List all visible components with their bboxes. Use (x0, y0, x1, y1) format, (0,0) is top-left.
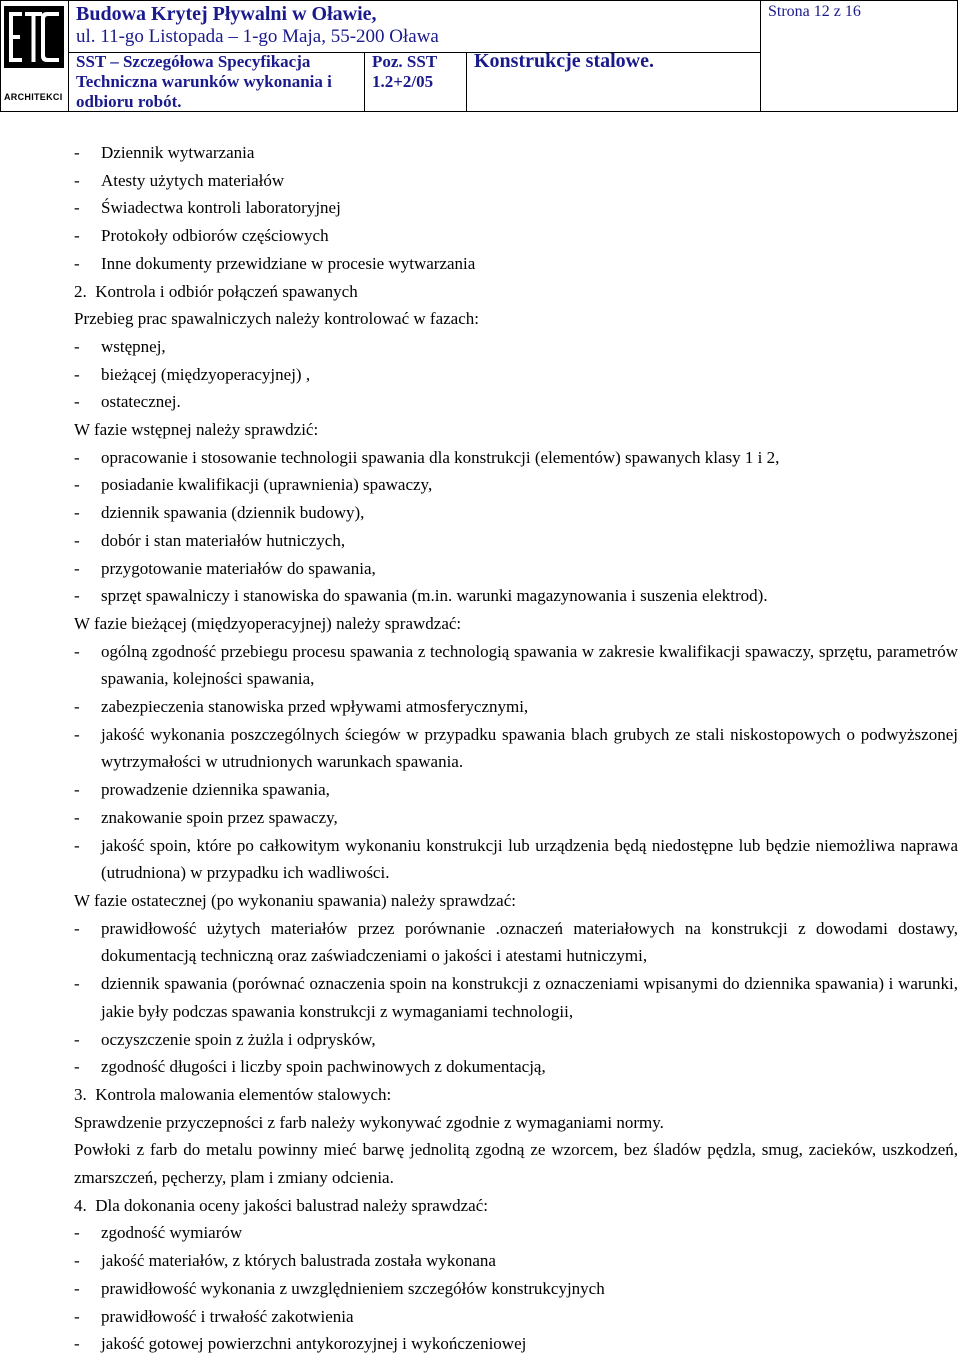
bullet-text: jakość wykonania poszczególnych ściegów w przypadku spawania blach grubych ze stali niskostopowych o podwyższonej wytrzymałości w utrudnionych warunkach spawania. (101, 724, 958, 772)
header-divider (364, 52, 365, 112)
numbered-heading: 3. Kontrola malowania elementów stalowych: (74, 1084, 392, 1104)
section-topic: Konstrukcje stalowe. (474, 50, 654, 72)
bullet-dash: - (74, 143, 80, 162)
bullet-dash: - (74, 170, 80, 190)
bullet-text: zgodność długości i liczby spoin pachwinowych z dokumentacją, (101, 1057, 546, 1077)
bullet-text: znakowanie spoin przez spawaczy, (101, 807, 338, 827)
bullet-dash: - (74, 1057, 80, 1077)
bullet-text: prawidłowość wykonania z uwzględnieniem szczegółów konstrukcyjnych (101, 1278, 605, 1298)
bullet-text: dziennik spawania (porównać oznaczenia spoin na konstrukcji z oznaczeniami wpisanymi do dziennika spawania) i warunki, jakie były podczas spawania konstrukcji z wymaganiami technologii, (101, 974, 958, 1021)
bullet-text: jakość gotowej powierzchni antykorozyjnej i wykończeniowej (101, 1334, 527, 1354)
bullet-item (74, 776, 958, 804)
document-header (0, 0, 958, 112)
bullet-text: zabezpieczenia stanowiska przed wpływami atmosferycznymi, (101, 697, 529, 717)
bullet-dash: - (74, 226, 80, 246)
document-body (74, 139, 958, 1358)
bullet-item (74, 444, 958, 472)
bullet-item (74, 361, 958, 389)
bullet-item (74, 970, 958, 1025)
bullet-text: bieżącej (międzyoperacyjnej) , (101, 364, 311, 384)
bullet-text: Świadectwa kontroli laboratoryjnej (101, 198, 341, 218)
bullet-dash: - (74, 697, 80, 717)
bullet-text: posiadanie kwalifikacji (uprawnienia) spawaczy, (101, 475, 433, 495)
bullet-dash: - (74, 475, 80, 495)
bullet-text: opracowanie i stosowanie technologii spawania dla konstrukcji (elementów) spawanych klasy 1 i 2, (101, 447, 780, 467)
bullet-text: zgodność wymiarów (101, 1223, 243, 1243)
position-number: 1.2+2/05 (372, 72, 434, 91)
bullet-dash: - (74, 1223, 80, 1243)
logo-caption: ARCHITEKCI (4, 92, 63, 102)
bullet-text: dobór i stan materiałów hutniczych, (101, 530, 346, 550)
bullet-text: prawidłowość użytych materiałów przez porównanie .oznaczeń materiałowych na konstrukcji z dowodami dostawy, dokumentacją techniczną oraz zaświadczeniami o jakości i atestami hutniczymi, (101, 918, 958, 966)
bullet-item (74, 471, 958, 499)
position-label: Poz. SST (372, 52, 438, 71)
bullet-item (74, 1026, 958, 1054)
bullet-dash: - (74, 1029, 80, 1049)
etc-logo (4, 6, 64, 68)
spec-title-line2: Techniczna warunków wykonania i (76, 72, 332, 91)
bullet-dash: - (74, 835, 80, 855)
bullet-item (74, 1053, 958, 1081)
bullet-dash: - (74, 1306, 80, 1326)
bullet-dash: - (74, 1278, 80, 1298)
text-line: W fazie bieżącej (międzyoperacyjnej) należy sprawdzać: (74, 613, 462, 633)
bullet-dash: - (74, 392, 80, 412)
bullet-item (74, 388, 958, 416)
text-line: Sprawdzenie przyczepności z farb należy wykonywać zgodnie z wymaganiami normy. (74, 1112, 664, 1132)
bullet-dash: - (74, 1334, 80, 1354)
project-title: Budowa Krytej Pływalni w Oławie, (76, 3, 377, 25)
bullet-text: Atesty użytych materiałów (101, 170, 285, 190)
spec-title-line1: SST – Szczegółowa Specyfikacja (76, 52, 311, 71)
bullet-item (74, 1247, 958, 1275)
bullet-text: prawidłowość i trwałość zakotwienia (101, 1306, 354, 1326)
bullet-dash: - (74, 503, 80, 523)
bullet-item (74, 721, 958, 776)
bullet-dash: - (74, 724, 80, 744)
text-line: Przebieg prac spawalniczych należy kontrolować w fazach: (74, 309, 479, 329)
bullet-dash: - (74, 447, 80, 467)
text-line: W fazie ostatecznej (po wykonaniu spawania) należy sprawdzać: (74, 890, 516, 910)
bullet-text: jakość spoin, które po całkowitym wykonaniu konstrukcji lub urządzenia będą niedostępne lub będzie niemożliwa naprawa (utrudniona) w przypadku ich wadliwości. (101, 835, 958, 883)
bullet-text: Inne dokumenty przewidziane w procesie wytwarzania (101, 253, 476, 273)
bullet-dash: - (74, 586, 80, 606)
bullet-dash: - (74, 364, 80, 384)
bullet-text: Dziennik wytwarzania (101, 143, 255, 162)
bullet-text: oczyszczenie spoin z żużla i odprysków, (101, 1029, 376, 1049)
bullet-item (74, 832, 958, 887)
bullet-text: ogólną zgodność przebiegu procesu spawania z technologią spawania w zakresie kwalifikacji spawaczy, sprzętu, parametrów spawania, kolejności spawania, (101, 641, 958, 689)
bullet-item (74, 222, 958, 250)
text-line: W fazie wstępnej należy sprawdzić: (74, 420, 319, 440)
bullet-dash: - (74, 530, 80, 550)
bullet-item (74, 1219, 958, 1247)
bullet-text: jakość materiałów, z których balustrada została wykonana (101, 1251, 496, 1271)
bullet-item (74, 915, 958, 970)
bullet-dash: - (74, 780, 80, 800)
numbered-heading: 4. Dla dokonania oceny jakości balustrad należy sprawdzać: (74, 1195, 488, 1215)
bullet-text: ostatecznej. (101, 392, 181, 412)
bullet-item (74, 555, 958, 583)
bullet-item (74, 194, 958, 222)
bullet-item (74, 499, 958, 527)
bullet-dash: - (74, 807, 80, 827)
header-divider (466, 52, 467, 112)
bullet-dash: - (74, 253, 80, 273)
bullet-item (74, 638, 958, 693)
bullet-dash: - (74, 641, 80, 661)
bullet-item (74, 139, 958, 167)
bullet-dash: - (74, 336, 80, 356)
bullet-dash: - (74, 918, 80, 938)
bullet-text: Protokoły odbiorów częściowych (101, 226, 329, 246)
bullet-item (74, 582, 958, 610)
bullet-item (74, 250, 958, 278)
paragraph: Powłoki z farb do metalu powinny mieć barwę jednolitą zgodną ze wzorcem, bez śladów pędzla, smug, zacieków, uszkodzeń, zmarszczeń, pęcherzy, plam i zmiany odcienia. (74, 1140, 958, 1188)
bullet-item (74, 167, 958, 195)
bullet-item (74, 693, 958, 721)
bullet-dash: - (74, 558, 80, 578)
bullet-text: przygotowanie materiałów do spawania, (101, 558, 376, 578)
bullet-item (74, 333, 958, 361)
bullet-item (74, 1275, 958, 1303)
project-address: ul. 11-go Listopada – 1-go Maja, 55-200 Oława (76, 26, 439, 47)
page-number: Strona 12 z 16 (768, 3, 861, 20)
bullet-item (74, 1303, 958, 1331)
bullet-text: prowadzenie dziennika spawania, (101, 780, 330, 800)
bullet-dash: - (74, 1251, 80, 1271)
bullet-dash: - (74, 198, 80, 218)
bullet-dash: - (74, 974, 80, 994)
spec-title-line3: odbioru robót. (76, 92, 182, 111)
bullet-text: sprzęt spawalniczy i stanowiska do spawania (m.in. warunki magazynowania i suszenia elektrod). (101, 586, 768, 606)
bullet-text: dziennik spawania (dziennik budowy), (101, 503, 365, 523)
bullet-item (74, 527, 958, 555)
numbered-heading: 2. Kontrola i odbiór połączeń spawanych (74, 281, 358, 301)
bullet-item (74, 804, 958, 832)
bullet-text: wstępnej, (101, 336, 166, 356)
